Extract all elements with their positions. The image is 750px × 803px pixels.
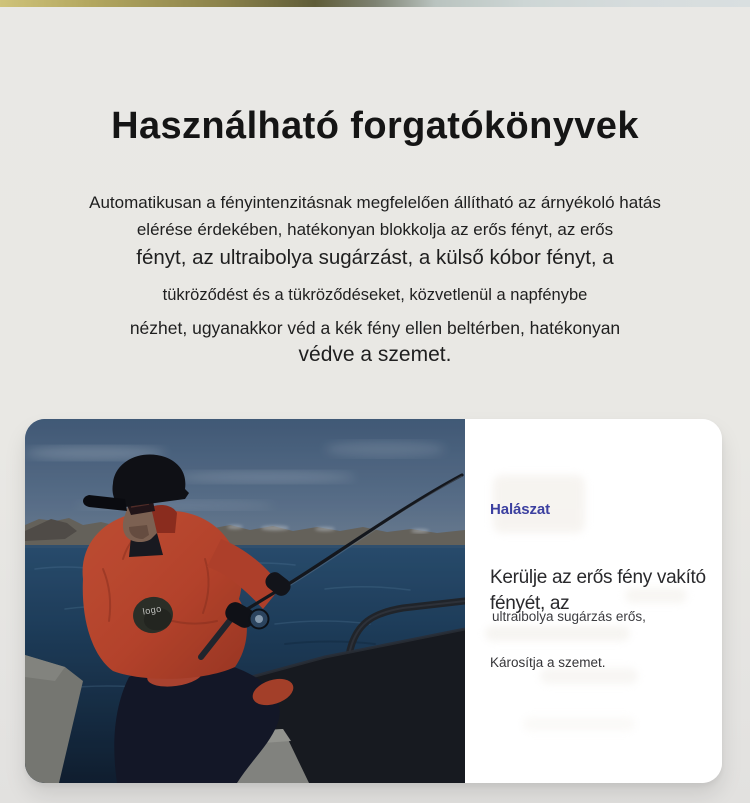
card-heading-line: fényét, az xyxy=(490,593,570,615)
photo-pane xyxy=(25,419,465,783)
scenario-card xyxy=(25,419,722,783)
intro-paragraph xyxy=(30,193,720,367)
intro-line: védve a szemet. xyxy=(298,343,452,367)
page-title: Használható forgatókönyvek xyxy=(111,105,639,148)
card-text-pane xyxy=(465,419,722,783)
photo-dim-overlay xyxy=(25,419,465,783)
intro-line: elérése érdekében, hatékonyan blokkolja az erős fényt, az erős xyxy=(136,220,614,240)
intro-line: Automatikusan a fényintenzitásnak megfelelően állítható az árnyékoló hatás xyxy=(89,193,661,212)
intro-line: nézhet, ugyanakkor véd a kék fény ellen beltérben, hatékonyan xyxy=(129,318,621,339)
fisherman-photo xyxy=(25,419,465,783)
card-subline-1: ultraibolya sugárzás erős, xyxy=(492,609,646,624)
erased-text-artifact xyxy=(485,626,630,641)
card-subline-2: Károsítja a szemet. xyxy=(490,655,606,670)
logo-patch-label: logo xyxy=(141,603,163,617)
erased-text-artifact xyxy=(540,668,638,684)
intro-line: fényt, az ultraibolya sugárzást, a külső kóbor fényt, a xyxy=(136,245,614,269)
card-heading-line: Kerülje az erős fény vakító xyxy=(490,567,706,588)
top-banner-gradient xyxy=(0,0,750,7)
intro-line: tükröződést és a tükröződéseket, közvetlenül a napfénybe xyxy=(162,286,588,305)
erased-text-artifact xyxy=(523,717,635,731)
category-tag: Halászat xyxy=(490,501,551,518)
